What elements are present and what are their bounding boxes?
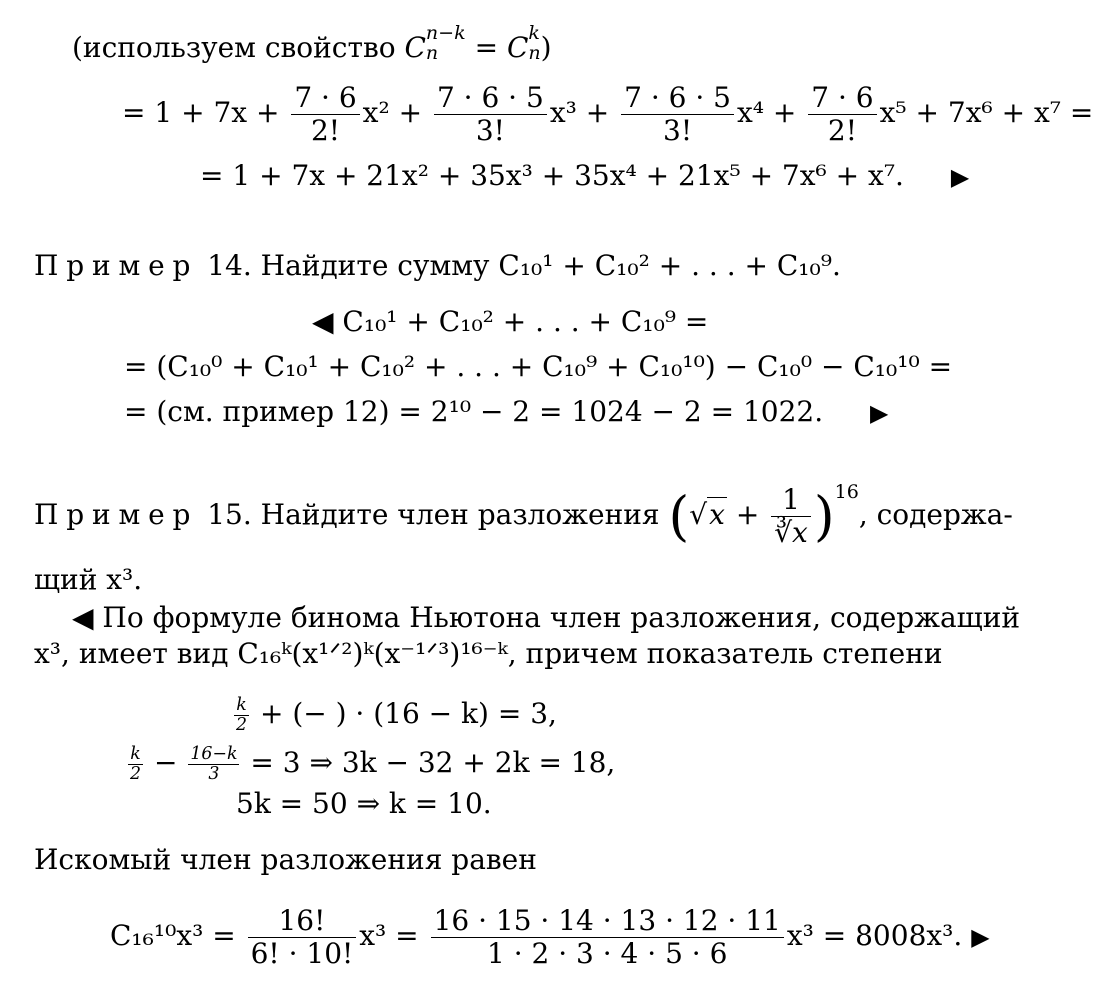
result-formula: C₁₆¹⁰x³ = $\frac{16!}{6! \cdot 10!}$ x³ = $\frac{16 \cdot 15 \cdot 14 \cdot 13 \cdot 12 \cdot 11}{1 \cdot 2 \cdot 3 \cdot 4 \cdot 5 \cdot 6}$ x³ = 8008x³. ▶ — [110, 904, 990, 971]
end-mark-icon: ▶ — [971, 923, 990, 952]
fraction-3: $\frac{7 \cdot 6 \cdot 5}{3!}$ — [621, 82, 734, 147]
intro-line: (используем свойство C n−k n = C k n ) — [72, 21, 552, 64]
result-fraction-2: $\frac{16 \cdot 15 \cdot 14 \cdot 13 \cdot 12 \cdot 11}{1 \cdot 2 \cdot 3 \cdot 4 \cdot 5 \cdot 6}$ — [431, 905, 784, 970]
result-intro: Искомый член разложения равен — [34, 843, 537, 876]
end-mark-icon: ▶ — [950, 163, 970, 191]
fraction-2: $\frac{7 \cdot 6 \cdot 5}{3!}$ — [434, 82, 547, 147]
example-14-heading: Пример 14. Найдите сумму C₁₀¹ + C₁₀² + . . . + C₁₀⁹. — [34, 249, 841, 282]
expansion-result: = 1 + 7x + 21x² + 35x³ + 35x⁴ + 21x⁵ + 7x⁶ + x⁷. — [200, 159, 904, 192]
example-15-heading: Пример 15. Найдите член разложения (√x + $\frac{1}{∛x}$ )$^{16}$, содержа- — [34, 480, 1013, 550]
intro-text: (используем свойство — [72, 31, 396, 64]
example-14-line-2: = (C₁₀⁰ + C₁₀¹ + C₁₀² + . . . + C₁₀⁹ + C₁₀¹⁰) − C₁₀⁰ − C₁₀¹⁰ = — [124, 350, 953, 383]
expansion-row-1: = 1 + 7x + $\frac{7 \cdot 6}{2!}$ x² + $\frac{7 \cdot 6 \cdot 5}{3!}$ x³ + $\frac{7 \cdot 6 \cdot 5}{3!}$ x⁴ + $\frac{7 \cdot 6}{2!}$ x⁵ + 7x⁶ + x⁷ = — [122, 81, 1093, 148]
expansion-start: = 1 + 7x + — [122, 96, 280, 130]
example-statement: Найдите сумму C₁₀¹ + C₁₀² + . . . + C₁₀⁹. — [260, 249, 841, 282]
result-fraction-1: $\frac{16!}{6! \cdot 10!}$ — [248, 905, 357, 970]
binomial-fraction: $\frac{1}{∛x}$ — [771, 484, 811, 549]
equation-1: $\frac{k}{2}$ + (− ) · (16 − k) = 3, — [236, 695, 557, 736]
solution-line-1: ◀ По формуле бинома Ньютона член разложения, содержащий — [72, 601, 1021, 634]
example-statement: Найдите член разложения — [260, 498, 660, 532]
equation-2: $\frac{k}{2}$ − $\frac{16-k}{3}$ = 3 ⇒ 3k − 32 + 2k = 18, — [130, 744, 616, 785]
fraction-1: $\frac{7 \cdot 6}{2!}$ — [291, 82, 359, 147]
example-14-line-1: ◀ C₁₀¹ + C₁₀² + . . . + C₁₀⁹ = — [312, 305, 709, 338]
example-15-heading-cont: щий x³. — [34, 563, 143, 596]
example-label: Пример — [34, 498, 199, 532]
end-mark-icon: ▶ — [870, 399, 889, 427]
solution-line-2: x³, имеет вид C₁₆ᵏ(x¹ᐟ²)ᵏ(x⁻¹ᐟ³)¹⁶⁻ᵏ, причем показатель степени — [34, 637, 943, 670]
equation-3: 5k = 50 ⇒ k = 10. — [236, 787, 492, 820]
fraction-4: $\frac{7 \cdot 6}{2!}$ — [808, 82, 876, 147]
intro-eq: = — [474, 31, 499, 64]
example-14-line-3: = (см. пример 12) = 2¹⁰ − 2 = 1024 − 2 = 1022. ▶ — [124, 395, 889, 428]
prop-lhs: C n−k n — [404, 21, 466, 64]
expansion-row-2 — [200, 159, 970, 192]
example-label: Пример — [34, 249, 199, 282]
prop-rhs: C k n — [506, 21, 541, 64]
